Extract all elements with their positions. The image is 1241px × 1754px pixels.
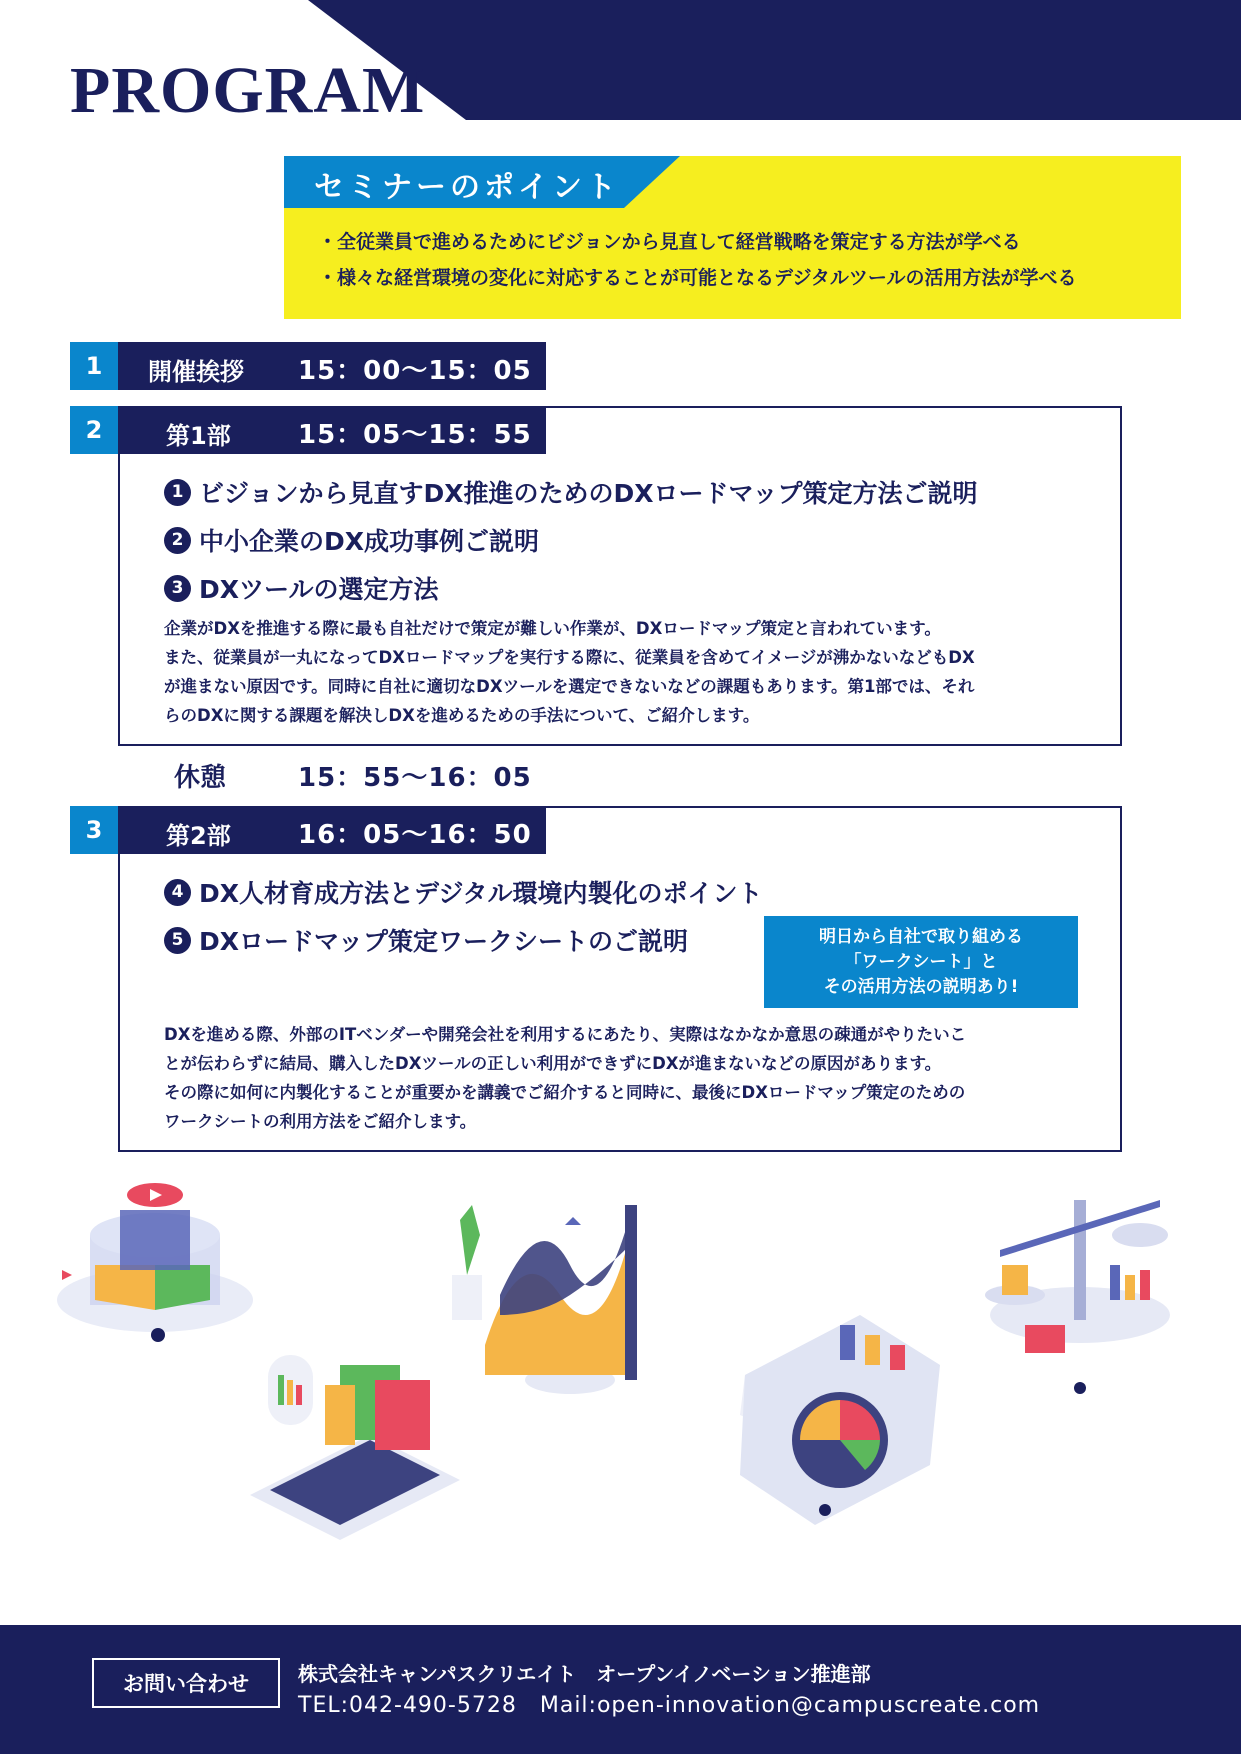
section-time: 16：05〜16：50 bbox=[298, 820, 532, 850]
dashboard-gauge-illustration bbox=[740, 1315, 940, 1525]
callout-line: 明日から自社で取り組める bbox=[819, 927, 1023, 947]
description-line: 企業がDXを推進する際に最も自社だけで策定が難しい作業が、DXロードマップ策定と言われています。 bbox=[164, 619, 941, 638]
number-badge: 2 bbox=[164, 527, 191, 554]
footer-company: 株式会社キャンパスクリエイト オープンイノベーション推進部 bbox=[298, 1662, 871, 1686]
section-title: 第2部 bbox=[166, 822, 231, 850]
section-header bbox=[118, 406, 546, 454]
number-badge: 1 bbox=[164, 479, 191, 506]
section-title: 第1部 bbox=[166, 422, 231, 450]
number-badge: 5 bbox=[164, 927, 191, 954]
callout-line: その活用方法の説明あり! bbox=[823, 977, 1019, 997]
balance-scale-illustration bbox=[985, 1200, 1170, 1394]
agenda-item bbox=[164, 922, 688, 958]
section-header bbox=[118, 806, 546, 854]
worksheet-callout bbox=[764, 916, 1078, 1008]
seminar-point: ・全従業員で進めるためにビジョンから見直して経営戦略を策定する方法が学べる bbox=[318, 231, 1021, 253]
section-header bbox=[118, 342, 546, 390]
section-time: 15：05〜15：55 bbox=[298, 420, 532, 450]
pie-database-illustration bbox=[57, 1183, 253, 1342]
agenda-item-text: DXロードマップ策定ワークシートのご説明 bbox=[199, 927, 689, 956]
agenda-item bbox=[164, 522, 539, 558]
description-line: とが伝わらずに結局、購入したDXツールの正しい利用ができずにDXが進まないなどの原因があります。 bbox=[164, 1054, 942, 1073]
break-time: 15：55〜16：05 bbox=[298, 763, 532, 793]
agenda-item bbox=[164, 474, 978, 510]
laptop-folders-illustration bbox=[250, 1355, 460, 1540]
description-line: その際に如何に内製化することが重要かを講義でご紹介すると同時に、最後にDXロードマップ策定のための bbox=[164, 1083, 966, 1102]
seminar-points-label: セミナーのポイント bbox=[314, 170, 620, 205]
break-label: 休憩 bbox=[174, 763, 227, 793]
section-time: 15：00〜15：05 bbox=[298, 356, 532, 386]
section-title: 開催挨拶 bbox=[148, 358, 244, 386]
number-badge: 4 bbox=[164, 879, 191, 906]
illustrations bbox=[40, 1175, 1201, 1595]
agenda-item-text: DX人材育成方法とデジタル環境内製化のポイント bbox=[199, 879, 763, 908]
agenda-item-text: ビジョンから見直すDX推進のためのDXロードマップ策定方法ご説明 bbox=[199, 479, 978, 508]
footer-contact-info: TEL:042-490-5728 Mail:open-innovation@campuscreate.com bbox=[298, 1693, 1041, 1718]
section-number: 3 bbox=[70, 806, 118, 854]
description-line: また、従業員が一丸になってDXロードマップを実行する際に、従業員を含めてイメージが沸かないなどもDX bbox=[164, 648, 975, 667]
page-title: PROGRAM bbox=[70, 54, 426, 127]
description-line: が進まない原因です。同時に自社に適切なDXツールを選定できないなどの課題もあります。第1部では、それ bbox=[164, 677, 975, 696]
section-number: 1 bbox=[70, 342, 118, 390]
section-description bbox=[164, 1020, 1084, 1136]
description-line: DXを進める際、外部のITベンダーや開発会社を利用するにあたり、実際はなかなか意思の疎通がやりたいこ bbox=[164, 1025, 967, 1044]
agenda-item-text: DXツールの選定方法 bbox=[199, 575, 439, 604]
agenda-item bbox=[164, 570, 439, 606]
description-line: ワークシートの利用方法をご紹介します。 bbox=[164, 1112, 477, 1131]
agenda-item-text: 中小企業のDX成功事例ご説明 bbox=[199, 527, 540, 556]
callout-line: 「ワークシート」と bbox=[844, 952, 998, 972]
number-badge: 3 bbox=[164, 575, 191, 602]
seminar-point: ・様々な経営環境の変化に対応することが可能となるデジタルツールの活用方法が学べる bbox=[318, 267, 1077, 289]
agenda-item bbox=[164, 874, 763, 910]
contact-label: お問い合わせ bbox=[92, 1658, 280, 1708]
growth-chart-illustration bbox=[452, 1205, 637, 1394]
section-description bbox=[164, 614, 1084, 730]
description-line: らのDXに関する課題を解決しDXを進めるための手法について、ご紹介します。 bbox=[164, 706, 760, 725]
section-number: 2 bbox=[70, 406, 118, 454]
